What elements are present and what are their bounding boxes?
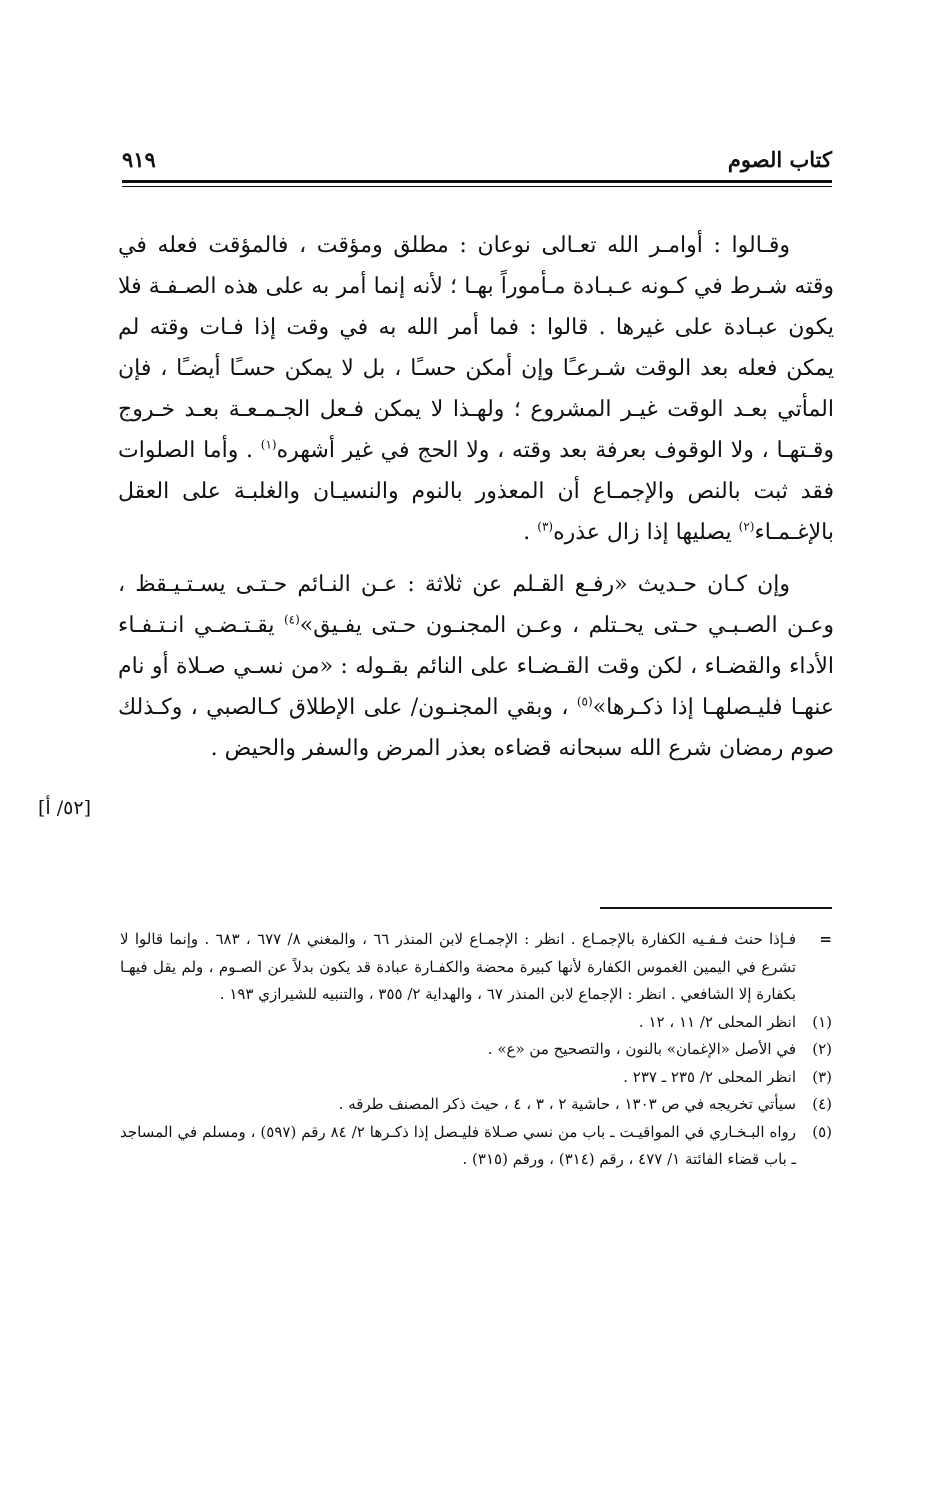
footnote-number: (٣) [812, 1067, 832, 1086]
footnote-continuation [120, 926, 832, 1009]
manuscript-folio-marker: [٥٢/ أ] [38, 797, 91, 819]
footnote-ref-2: (٢) [738, 519, 755, 534]
page-number: ٩١٩ [122, 147, 156, 172]
paragraph-2-part-b: يقـتـضـي انـتـفـاء الأداء والقضـاء ، لكن وقت القـضـاء على النائم بقـوله : «من نسـي صـلاة أو نام عنهـا فليـصلهـا إذا ذكـرها» [118, 613, 834, 720]
paragraph-1-part-a: وقـالوا : أوامـر الله تعـالى نوعان : مطلق ومؤقت ، فالمؤقت فعله في وقته شـرط في كـونه عـبـادة مـأموراً بهـا ؛ لأنه إنما أمر به على هذه الصـفـة فلا يكون عبـادة على غيرها . قالوا : فما أمر الله به في وقت إذا فـات وقته لم يمكن فعله بعد الوقت شـرعـًا وإن أمكن حسـًا ، بل لا يمكن حسـًا أيضـًا ، فإن المأتي بعـد الوقت غيـر المشروع ؛ ولهـذا لا يمكن فـعل الجـمـعـة بعـد خـروج وقـتهـا ، ولا الوقوف بعرفة بعد وقته ، ولا الحج في غير أشهره [118, 233, 834, 463]
footnote-number: (١) [812, 1012, 832, 1031]
header-rule-thin [122, 186, 832, 187]
footnote-ref-5: (٥) [576, 694, 593, 709]
footnote-number: (٥) [812, 1122, 832, 1141]
footnote-2 [120, 1036, 832, 1064]
paragraph-1-part-c: يصليها إذا زال عذره [553, 520, 739, 545]
footnote-text: انظر المحلى ٢/ ٢٣٥ ـ ٢٣٧ . [623, 1067, 796, 1086]
main-text [118, 225, 834, 769]
footnote-text: سيأتي تخريجه في ص ١٣٠٣ ، حاشية ٢ ، ٣ ، ٤ ، حيث ذكر المصنف طرقه . [338, 1095, 796, 1113]
footnote-ref-1: (١) [260, 437, 277, 452]
footnote-number: (٤) [812, 1095, 832, 1113]
footnotes [120, 926, 832, 1174]
footnote-5 [120, 1119, 832, 1174]
paragraph-2-part-c: ، وبقي المجنـون/ على الإطلاق كـالصبي ، وكـذلك صوم رمضان شرع الله سبحانه قضاءه بعذر المرض والسفر والحيض . [118, 695, 834, 761]
footnote-number: (٢) [812, 1040, 832, 1058]
footnote-4 [120, 1091, 832, 1119]
paragraph-1 [118, 225, 834, 553]
footnote-text: في الأصل «الإغمان» بالنون ، والتصحيح من «ع» . [487, 1040, 796, 1058]
footnote-number: = [819, 930, 832, 948]
header-rule-thick [122, 180, 832, 183]
footnote-text: فـإذا حنث فـفـيه الكفارة بالإجمـاع . انظر : الإجمـاع لابن المنذر ٦٦ ، والمغني ٨/ ٦٧٧ ، ٦٨٣ . وإنما قالوا لا تشرع في اليمين الغموس الكفارة لأنها كبيرة محضة والكفـارة عبادة قد يكون بدلاً عن الصـوم ، ولم يقل فيهـا بكفارة إلا الشافعي . انظر : الإجماع لابن المنذر ٦٧ ، والهداية ٢/ ٣٥٥ ، والتنبيه للشيرازي ١٩٣ . [120, 930, 796, 1003]
paragraph-2-part-a: وإن كـان حـديث «رفـع القـلم عن ثلاثة : عـن النـائم حـتـى يسـتـيـقظ ، وعـن الصـبـي حـتى يحـتلم ، وعـن المجنـون حـتى يفـيق» [118, 572, 834, 638]
footnote-ref-4: (٤) [283, 612, 300, 627]
paragraph-1-part-d: . [523, 520, 538, 545]
footnote-ref-3: (٣) [537, 519, 554, 534]
footnote-text: انظر المحلى ٢/ ١١ ، ١٢ . [638, 1012, 796, 1031]
footnote-3 [120, 1064, 832, 1092]
running-header [122, 140, 832, 180]
paragraph-1-part-b: . وأما الصلوات فقد ثبت بالنص والإجمـاع أن المعذور بالنوم والنسيـان والغلبـة على العقل بالإغـمـاء [118, 438, 834, 545]
footnote-text: رواه البـخـاري في المواقيـت ـ باب من نسي صـلاة فليـصل إذا ذكـرها ٢/ ٨٤ رقم (٥٩٧) ، ومسلم في المساجد ـ باب قضاء الفائتة ١/ ٤٧٧ ، رقم (٣١٤) ، ورقم (٣١٥) . [120, 1122, 796, 1168]
chapter-title: كتاب الصوم [727, 147, 832, 172]
footnote-separator [600, 907, 832, 909]
footnote-1 [120, 1009, 832, 1037]
paragraph-2 [118, 564, 834, 769]
